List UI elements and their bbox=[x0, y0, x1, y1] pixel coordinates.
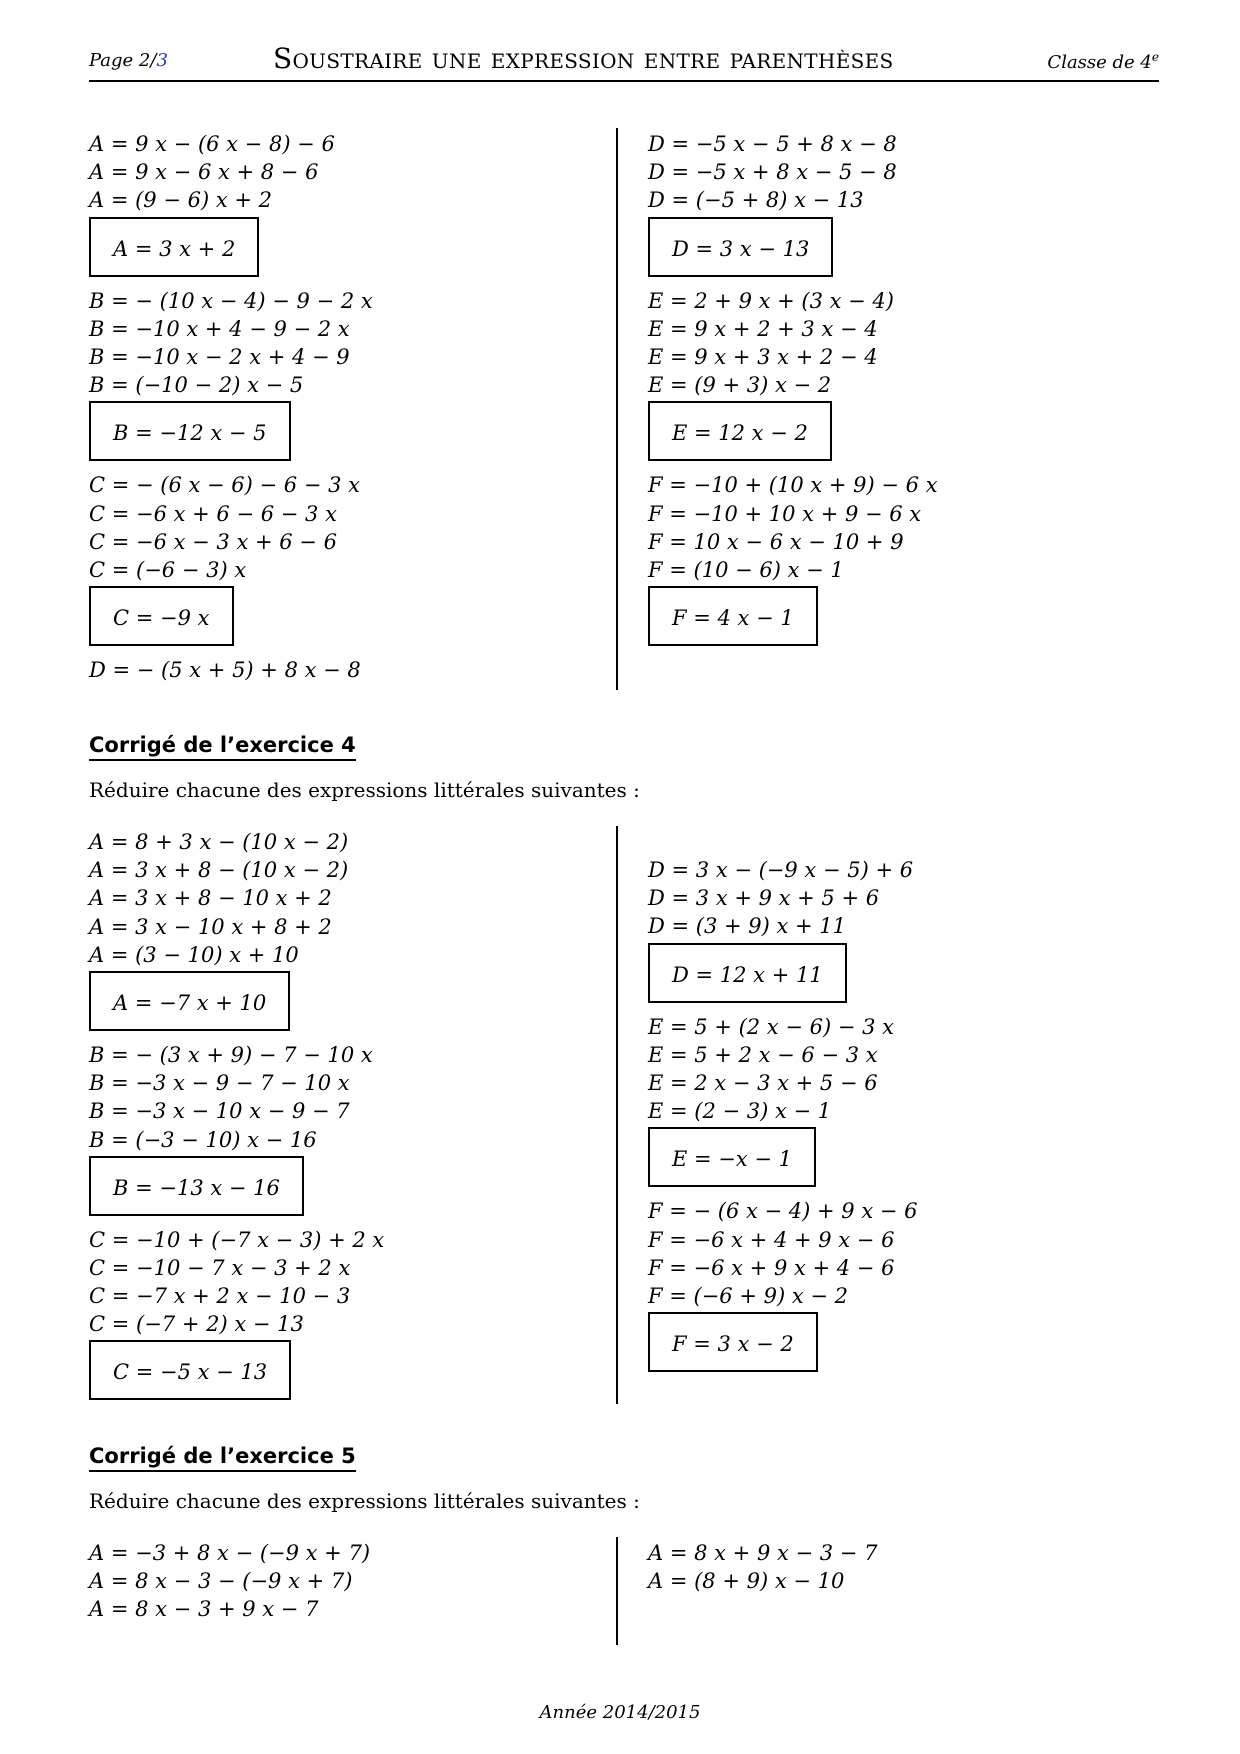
equation-line: C = −6 x − 3 x + 6 − 6 bbox=[89, 529, 337, 554]
page-number: Page 2/3 bbox=[89, 50, 168, 71]
result-box-wrapper bbox=[89, 584, 373, 656]
equation-line: B = (−10 − 2) x − 5 bbox=[89, 373, 304, 398]
equation-line: B = − (10 x − 4) − 9 − 2 x bbox=[89, 288, 373, 313]
boxed-result: F = 3 x − 2 bbox=[648, 1312, 818, 1372]
equation-line: E = (9 + 3) x − 2 bbox=[648, 373, 832, 398]
equation-line: D = − (5 x + 5) + 8 x − 8 bbox=[89, 658, 361, 683]
equation-line: C = −10 − 7 x − 3 + 2 x bbox=[89, 1255, 351, 1280]
equation-line: E = 5 + 2 x − 6 − 3 x bbox=[648, 1042, 878, 1067]
ex4-right-column bbox=[648, 856, 918, 1382]
ex4-left-column bbox=[89, 828, 384, 1410]
equation-line: A = (9 − 6) x + 2 bbox=[89, 188, 272, 213]
equation-line: D = 3 x − (−9 x − 5) + 6 bbox=[648, 858, 914, 882]
exercise-5-instruction: Réduire chacune des expressions littérales suivantes : bbox=[89, 1489, 640, 1513]
equation-line: E = 9 x + 3 x + 2 − 4 bbox=[648, 344, 878, 369]
exercise-4-instruction: Réduire chacune des expressions littérales suivantes : bbox=[89, 778, 640, 802]
column-divider bbox=[616, 128, 618, 690]
equation-line: A = 9 x − (6 x − 8) − 6 bbox=[89, 132, 335, 156]
result-box-wrapper bbox=[89, 399, 373, 471]
equation-line: A = 8 x − 3 + 9 x − 7 bbox=[89, 1597, 319, 1622]
equation-line: F = −6 x + 4 + 9 x − 6 bbox=[648, 1227, 895, 1252]
equation-line: E = 2 x − 3 x + 5 − 6 bbox=[648, 1070, 878, 1095]
equation-line: C = −7 x + 2 x − 10 − 3 bbox=[89, 1284, 351, 1309]
boxed-result: B = −12 x − 5 bbox=[89, 401, 291, 461]
ex5-right-column bbox=[648, 1539, 877, 1595]
equation-line: C = − (6 x − 6) − 6 − 3 x bbox=[89, 473, 360, 498]
page-header bbox=[89, 40, 1159, 82]
equation-line: A = 8 x + 9 x − 3 − 7 bbox=[648, 1541, 878, 1565]
equation-line: D = −5 x + 8 x − 5 − 8 bbox=[648, 160, 897, 185]
equation-line: F = −6 x + 9 x + 4 − 6 bbox=[648, 1255, 895, 1280]
boxed-result: A = −7 x + 10 bbox=[89, 971, 290, 1031]
equation-line: F = − (6 x − 4) + 9 x − 6 bbox=[648, 1199, 918, 1224]
result-box-wrapper bbox=[648, 1310, 918, 1382]
equation-line: A = 8 + 3 x − (10 x − 2) bbox=[89, 830, 349, 854]
equation-line: D = 3 x + 9 x + 5 + 6 bbox=[648, 886, 880, 911]
equation-line: F = −10 + (10 x + 9) − 6 x bbox=[648, 473, 938, 498]
page-title: Soustraire une expression entre parenthèses bbox=[273, 42, 894, 75]
equation-line: A = 9 x − 6 x + 8 − 6 bbox=[89, 160, 319, 185]
class-label: Classe de 4e bbox=[1047, 50, 1159, 73]
boxed-result: B = −13 x − 16 bbox=[89, 1156, 304, 1216]
page-footer: Année 2014/2015 bbox=[539, 1702, 701, 1723]
equation-line: B = −10 x − 2 x + 4 − 9 bbox=[89, 344, 350, 369]
equation-line: A = 3 x − 10 x + 8 + 2 bbox=[89, 914, 332, 939]
exercise-4-title: Corrigé de l’exercice 4 bbox=[89, 733, 356, 761]
equation-line: E = 5 + (2 x − 6) − 3 x bbox=[648, 1014, 894, 1039]
result-box-wrapper bbox=[648, 215, 938, 287]
equation-line: F = (10 − 6) x − 1 bbox=[648, 557, 844, 582]
result-box-wrapper bbox=[648, 1125, 918, 1197]
result-box-wrapper bbox=[89, 1338, 384, 1410]
column-divider bbox=[616, 1537, 618, 1645]
equation-line: B = − (3 x + 9) − 7 − 10 x bbox=[89, 1042, 373, 1067]
equation-line: E = 2 + 9 x + (3 x − 4) bbox=[648, 288, 894, 313]
result-box-wrapper bbox=[648, 584, 938, 656]
boxed-result: C = −9 x bbox=[89, 586, 234, 646]
result-box-wrapper bbox=[89, 969, 384, 1041]
equation-line: A = (8 + 9) x − 10 bbox=[648, 1569, 845, 1594]
equation-line: C = (−7 + 2) x − 13 bbox=[89, 1312, 304, 1337]
result-box-wrapper bbox=[89, 215, 373, 287]
equation-line: C = −10 + (−7 x − 3) + 2 x bbox=[89, 1227, 385, 1252]
ex3-left-column bbox=[89, 130, 373, 684]
exercise-5-title: Corrigé de l’exercice 5 bbox=[89, 1444, 356, 1472]
equation-line: A = −3 + 8 x − (−9 x + 7) bbox=[89, 1541, 371, 1565]
boxed-result: D = 3 x − 13 bbox=[648, 217, 833, 277]
boxed-result: F = 4 x − 1 bbox=[648, 586, 818, 646]
equation-line: F = −10 + 10 x + 9 − 6 x bbox=[648, 501, 922, 526]
boxed-result: E = −x − 1 bbox=[648, 1127, 816, 1187]
equation-line: D = −5 x − 5 + 8 x − 8 bbox=[648, 132, 897, 156]
ex3-right-column bbox=[648, 130, 938, 656]
equation-line: A = 8 x − 3 − (−9 x + 7) bbox=[89, 1569, 353, 1594]
boxed-result: A = 3 x + 2 bbox=[89, 217, 259, 277]
equation-line: D = (−5 + 8) x − 13 bbox=[648, 188, 864, 213]
equation-line: D = (3 + 9) x + 11 bbox=[648, 914, 847, 939]
equation-line: C = −6 x + 6 − 6 − 3 x bbox=[89, 501, 337, 526]
equation-line: A = 3 x + 8 − 10 x + 2 bbox=[89, 886, 332, 911]
equation-line: E = 9 x + 2 + 3 x − 4 bbox=[648, 316, 878, 341]
result-box-wrapper bbox=[648, 941, 918, 1013]
column-divider bbox=[616, 826, 618, 1404]
equation-line: C = (−6 − 3) x bbox=[89, 557, 247, 582]
result-box-wrapper bbox=[89, 1154, 384, 1226]
boxed-result: E = 12 x − 2 bbox=[648, 401, 832, 461]
equation-line: F = 10 x − 6 x − 10 + 9 bbox=[648, 529, 904, 554]
ex5-left-column bbox=[89, 1539, 370, 1624]
equation-line: E = (2 − 3) x − 1 bbox=[648, 1099, 832, 1124]
equation-line: B = −10 x + 4 − 9 − 2 x bbox=[89, 316, 350, 341]
equation-line: A = 3 x + 8 − (10 x − 2) bbox=[89, 858, 349, 883]
equation-line: F = (−6 + 9) x − 2 bbox=[648, 1283, 848, 1308]
result-box-wrapper bbox=[648, 399, 938, 471]
equation-line: B = (−3 − 10) x − 16 bbox=[89, 1127, 317, 1152]
boxed-result: C = −5 x − 13 bbox=[89, 1340, 291, 1400]
page-total-link[interactable]: 3 bbox=[156, 50, 168, 71]
equation-line: B = −3 x − 10 x − 9 − 7 bbox=[89, 1099, 350, 1124]
equation-line: A = (3 − 10) x + 10 bbox=[89, 942, 299, 967]
boxed-result: D = 12 x + 11 bbox=[648, 943, 847, 1003]
equation-line: B = −3 x − 9 − 7 − 10 x bbox=[89, 1071, 350, 1096]
